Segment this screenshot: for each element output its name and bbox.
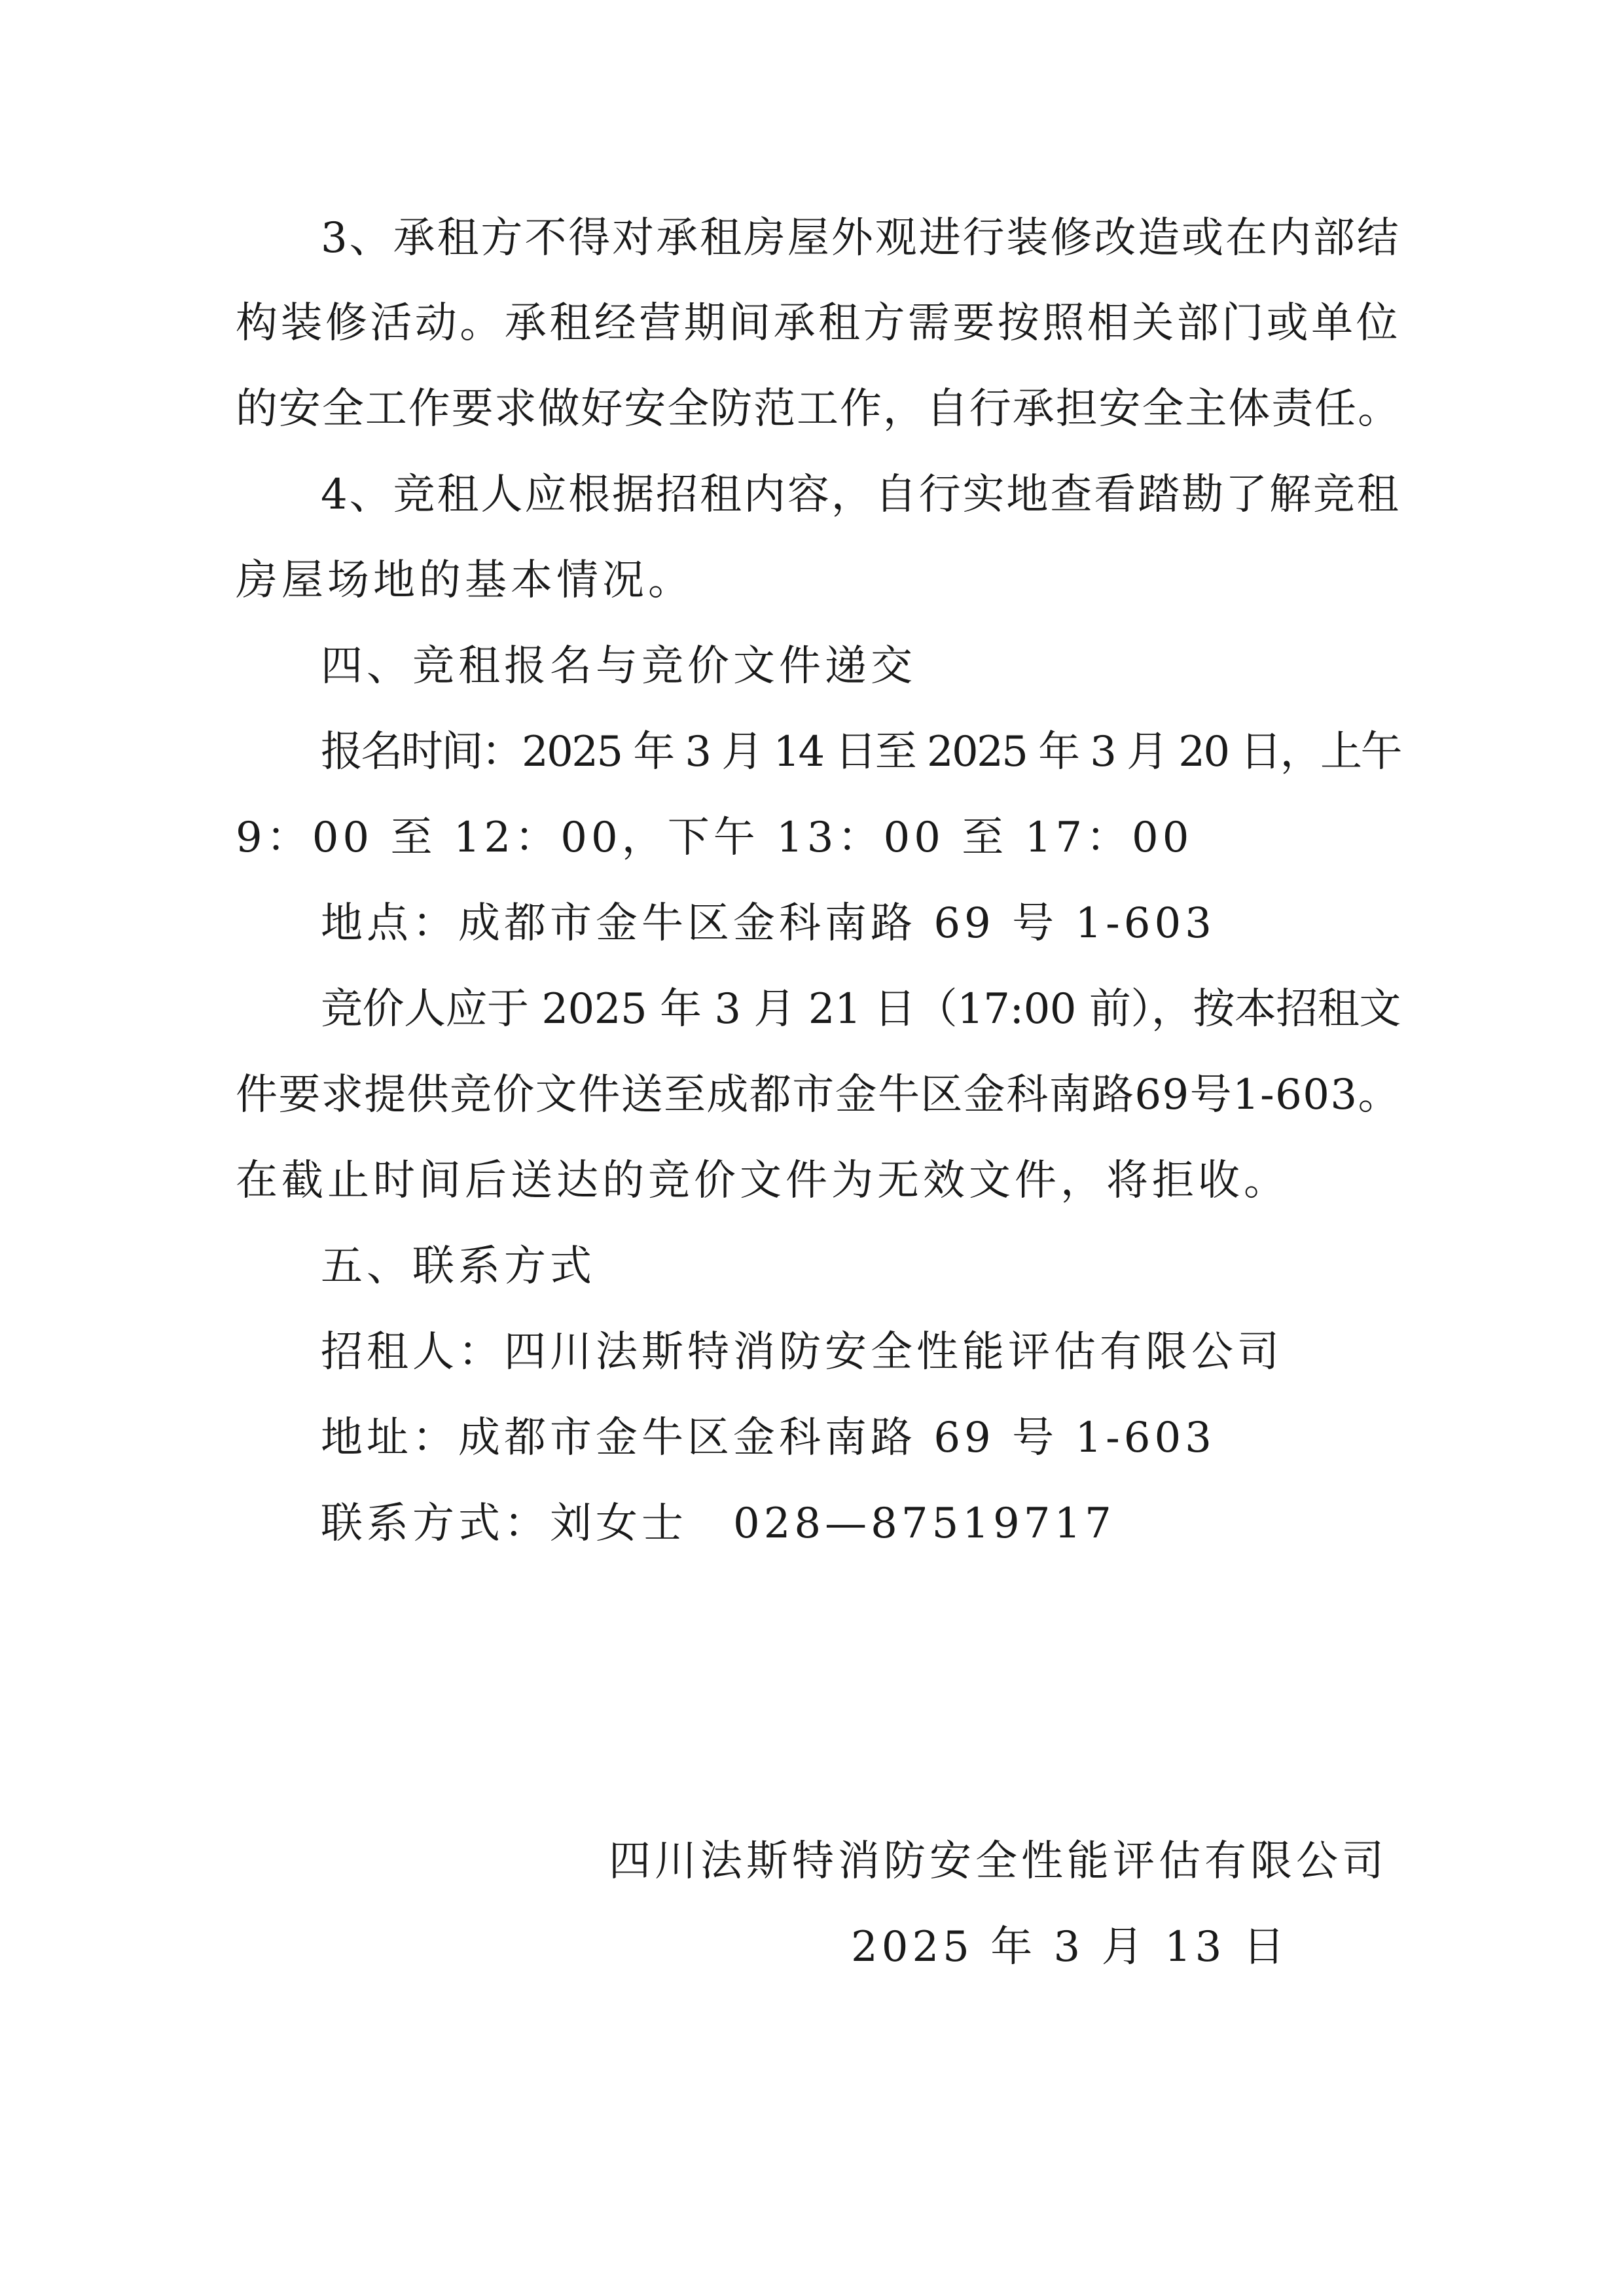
paragraph-line: 的安全工作要求做好安全防范工作，自行承担安全主体责任。 [236, 385, 1401, 433]
paragraph-line: 竞价人应于 2025 年 3 月 21 日（17:00 前），按本招租文 [321, 985, 1401, 1033]
signature-date: 2025 年 3 月 13 日 [851, 1923, 1289, 1971]
paragraph-line: 地点：成都市金牛区金科南路 69 号 1-603 [321, 899, 1216, 948]
paragraph-line: 房屋场地的基本情况。 [236, 556, 694, 605]
paragraph-line: 招租人：四川法斯特消防安全性能评估有限公司 [321, 1328, 1283, 1376]
paragraph-line: 4、竞租人应根据招租内容，自行实地查看踏勘了解竞租 [321, 471, 1401, 519]
paragraph-line: 9：00 至 12：00，下午 13：00 至 17：00 [236, 814, 1193, 862]
paragraph-line: 联系方式：刘女士 028—87519717 [321, 1499, 1115, 1548]
paragraph-line: 3、承租方不得对承租房屋外观进行装修改造或在内部结 [321, 214, 1401, 262]
paragraph-line: 地址：成都市金牛区金科南路 69 号 1-603 [321, 1414, 1216, 1462]
paragraph-line: 报名时间：2025 年 3 月 14 日至 2025 年 3 月 20 日，上午 [321, 728, 1401, 776]
paragraph-line: 件要求提供竞价文件送至成都市金牛区金科南路69号1-603。 [236, 1071, 1401, 1119]
section-heading: 四、竞租报名与竞价文件递交 [321, 642, 916, 691]
section-heading: 五、联系方式 [321, 1242, 596, 1291]
paragraph-line: 构装修活动。承租经营期间承租方需要按照相关部门或单位 [236, 299, 1401, 348]
signature-company: 四川法斯特消防安全性能评估有限公司 [609, 1837, 1388, 1886]
paragraph-line: 在截止时间后送达的竞价文件为无效文件，将拒收。 [236, 1157, 1290, 1205]
